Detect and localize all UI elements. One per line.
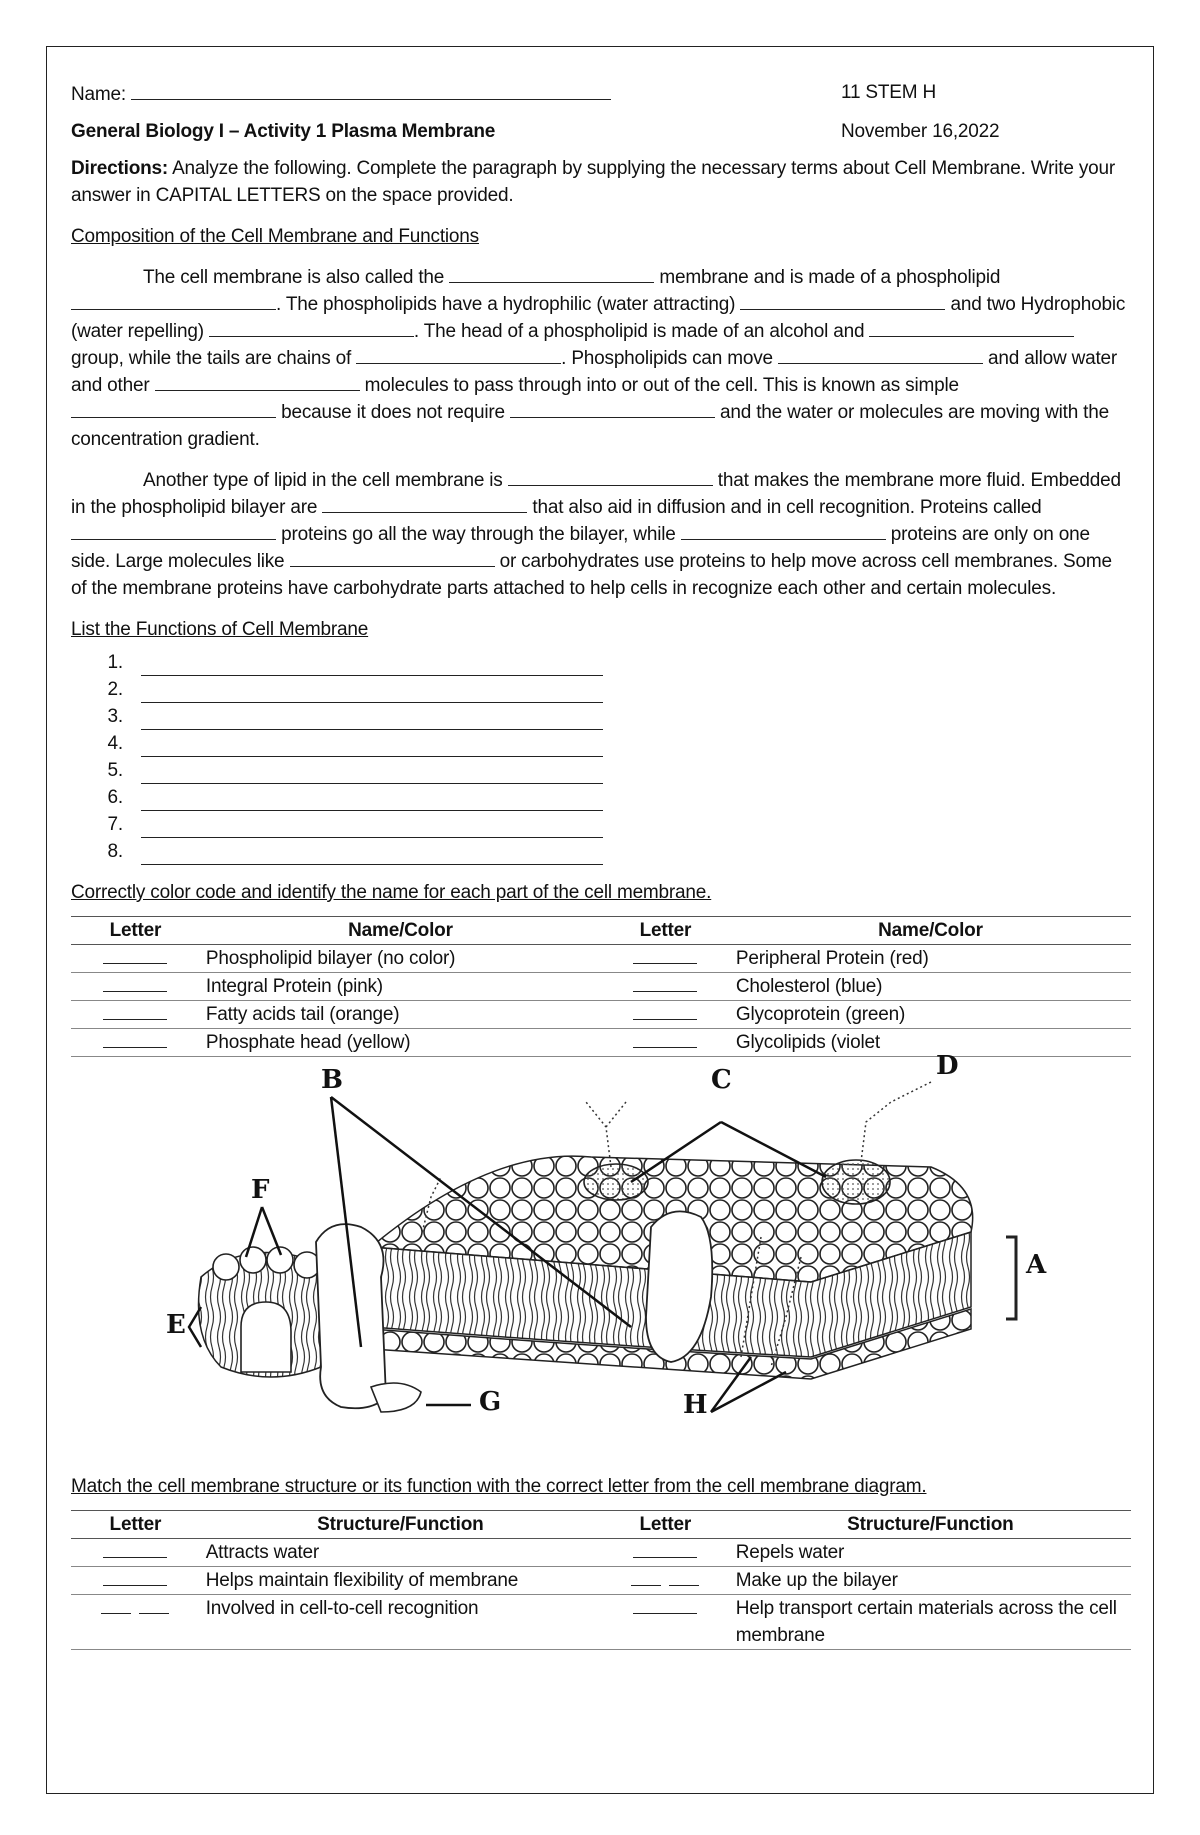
p2-text: that also aid in diffusion and in cell recognition. Proteins called — [527, 497, 1042, 518]
list-number: 8. — [107, 841, 123, 862]
part-name: Fatty acids tail (orange) — [200, 1001, 601, 1029]
p1-blank[interactable] — [740, 291, 945, 310]
membrane-illustration — [71, 1067, 1131, 1467]
function-answer-line[interactable] — [141, 736, 603, 757]
p1-text: molecules to pass through into or out of the cell. This is known as simple — [359, 375, 959, 396]
label-f: F — [251, 1175, 270, 1205]
letter-blank[interactable] — [633, 1595, 697, 1614]
letter-blank[interactable] — [103, 1001, 167, 1020]
list-item — [71, 649, 1131, 676]
function-answer-line[interactable] — [141, 790, 603, 811]
part-name: Glycolipids (violet — [730, 1029, 1131, 1057]
part-name: Peripheral Protein (red) — [730, 945, 1131, 973]
letter-blank[interactable] — [103, 1029, 167, 1048]
list-item — [71, 757, 1131, 784]
list-number: 4. — [107, 733, 123, 754]
p1-blank[interactable] — [510, 399, 715, 418]
p1-text: The cell membrane is also called the — [143, 267, 450, 288]
list-number: 6. — [107, 787, 123, 808]
p2-blank[interactable] — [71, 521, 276, 540]
col-letter: Letter — [601, 917, 730, 945]
list-item — [71, 703, 1131, 730]
directions — [71, 155, 1131, 209]
part-name: Cholesterol (blue) — [730, 973, 1131, 1001]
list-item — [71, 811, 1131, 838]
letter-blank[interactable] — [139, 1595, 169, 1614]
p1-blank[interactable] — [778, 345, 983, 364]
cell-membrane-diagram — [71, 1051, 1131, 1467]
function-answer-line[interactable] — [141, 655, 603, 676]
section1-heading: Composition of the Cell Membrane and Functions — [71, 226, 479, 247]
pointer-f-line-2 — [262, 1207, 281, 1255]
worksheet-content — [71, 71, 1131, 1650]
p2-blank[interactable] — [508, 467, 713, 486]
p1-blank[interactable] — [71, 399, 276, 418]
letter-blank[interactable] — [103, 973, 167, 992]
p1-blank[interactable] — [71, 291, 276, 310]
list-item — [71, 730, 1131, 757]
p1-text: and allow water and other — [71, 348, 1118, 396]
letter-blank[interactable] — [633, 1029, 697, 1048]
list-number: 5. — [107, 760, 123, 781]
table-row — [71, 1539, 1131, 1567]
class-label: 11 STEM H — [841, 82, 936, 103]
p1-blank[interactable] — [449, 264, 654, 283]
match-table-heading: Match the cell membrane structure or its function with the correct letter from the cell membrane diagram. — [71, 1476, 927, 1497]
structure-function: Attracts water — [200, 1539, 601, 1567]
table-row — [71, 1029, 1131, 1057]
label-g: G — [479, 1387, 502, 1417]
p2-text: or carbohydrates use proteins to help move across cell membranes. Some of the membrane proteins have carbohydrate parts attached to help cells in recognize each other and certain molecules. — [71, 551, 1112, 599]
part-name: Glycoprotein (green) — [730, 1001, 1131, 1029]
col-structure: Structure/Function — [730, 1511, 1131, 1539]
col-name: Name/Color — [730, 917, 1131, 945]
letter-blank[interactable] — [101, 1595, 131, 1614]
table-row — [71, 945, 1131, 973]
letter-blank[interactable] — [103, 1567, 167, 1586]
p2-text: Another type of lipid in the cell membrane is — [143, 470, 508, 491]
letter-blank[interactable] — [103, 945, 167, 964]
color-table-heading: Correctly color code and identify the name for each part of the cell membrane. — [71, 882, 712, 903]
col-letter: Letter — [71, 1511, 200, 1539]
structure-function: Help transport certain materials across the cell membrane — [730, 1595, 1131, 1650]
functions-list — [71, 649, 1131, 865]
list-number: 7. — [107, 814, 123, 835]
header-row-2 — [71, 118, 1131, 145]
letter-blank[interactable] — [103, 1539, 167, 1558]
p1-blank[interactable] — [209, 318, 414, 337]
list-number: 2. — [107, 679, 123, 700]
list-number: 1. — [107, 652, 123, 673]
label-c: C — [711, 1065, 732, 1095]
header-row-1 — [71, 79, 1131, 108]
part-name: Integral Protein (pink) — [200, 973, 601, 1001]
p1-text: . The head of a phospholipid is made of an alcohol and — [413, 321, 870, 342]
match-table — [71, 1510, 1131, 1650]
p1-text: and the water or molecules are moving with the concentration gradient. — [71, 402, 1109, 450]
list-item — [71, 784, 1131, 811]
p2-blank[interactable] — [290, 548, 495, 567]
p1-text: and two Hydrophobic (water repelling) — [71, 294, 1126, 342]
part-name: Phospholipid bilayer (no color) — [200, 945, 601, 973]
worksheet-page — [46, 46, 1154, 1794]
color-code-table — [71, 916, 1131, 1057]
worksheet-date: November 16,2022 — [841, 121, 1000, 142]
pointer-h-line-2 — [711, 1372, 786, 1412]
function-answer-line[interactable] — [141, 763, 603, 784]
directions-label: Directions: — [71, 158, 169, 179]
p2-blank[interactable] — [322, 494, 527, 513]
p1-text: . Phospholipids can move — [561, 348, 778, 369]
p1-blank[interactable] — [155, 372, 360, 391]
table-header-row — [71, 1511, 1131, 1539]
p1-text: membrane and is made of a phospholipid — [654, 267, 1001, 288]
p2-text: proteins are only on one side. Large molecules like — [71, 524, 1090, 572]
col-letter: Letter — [601, 1511, 730, 1539]
letter-blank[interactable] — [631, 1567, 661, 1586]
name-label: Name: — [71, 84, 126, 105]
function-answer-line[interactable] — [141, 817, 603, 838]
p1-text: . The phospholipids have a hydrophilic (water attracting) — [276, 294, 741, 315]
list-item — [71, 838, 1131, 865]
letter-blank[interactable] — [633, 1539, 697, 1558]
letter-blank[interactable] — [633, 1001, 697, 1020]
label-d: D — [936, 1051, 959, 1081]
label-h: H — [683, 1390, 708, 1420]
function-answer-line[interactable] — [141, 682, 603, 703]
table-row — [71, 1595, 1131, 1650]
paragraph-2 — [71, 467, 1131, 602]
list-number: 3. — [107, 706, 123, 727]
paragraph-1 — [71, 264, 1131, 453]
name-field[interactable] — [131, 79, 611, 100]
letter-blank[interactable] — [669, 1567, 699, 1586]
p2-blank[interactable] — [681, 521, 886, 540]
letter-blank[interactable] — [633, 973, 697, 992]
p2-text: proteins go all the way through the bilayer, while — [276, 524, 681, 545]
functions-heading: List the Functions of Cell Membrane — [71, 619, 369, 640]
label-b: B — [321, 1065, 343, 1095]
table-row — [71, 1567, 1131, 1595]
structure-function: Make up the bilayer — [730, 1567, 1131, 1595]
col-letter: Letter — [71, 917, 200, 945]
col-structure: Structure/Function — [200, 1511, 601, 1539]
p2-text: that makes the membrane more fluid. Embedded in the phospholipid bilayer are — [71, 470, 1121, 518]
col-name: Name/Color — [200, 917, 601, 945]
p1-blank[interactable] — [869, 318, 1074, 337]
function-answer-line[interactable] — [141, 844, 603, 865]
p1-text: group, while the tails are chains of — [71, 348, 357, 369]
table-header-row — [71, 917, 1131, 945]
label-e: E — [166, 1310, 186, 1340]
structure-function: Repels water — [730, 1539, 1131, 1567]
directions-text: Analyze the following. Complete the paragraph by supplying the necessary terms about Cell Membrane. Write your answer in CAPITAL LETTERS on the space provided. — [71, 158, 1115, 206]
structure-function: Helps maintain flexibility of membrane — [200, 1567, 601, 1595]
p1-blank[interactable] — [356, 345, 561, 364]
label-a: A — [1026, 1250, 1046, 1280]
part-name: Phosphate head (yellow) — [200, 1029, 601, 1057]
table-row — [71, 973, 1131, 1001]
worksheet-title: General Biology I – Activity 1 Plasma Membrane — [71, 121, 496, 142]
p1-text: because it does not require — [276, 402, 510, 423]
list-item — [71, 676, 1131, 703]
function-answer-line[interactable] — [141, 709, 603, 730]
structure-function: Involved in cell-to-cell recognition — [200, 1595, 601, 1650]
table-row — [71, 1001, 1131, 1029]
letter-blank[interactable] — [633, 945, 697, 964]
